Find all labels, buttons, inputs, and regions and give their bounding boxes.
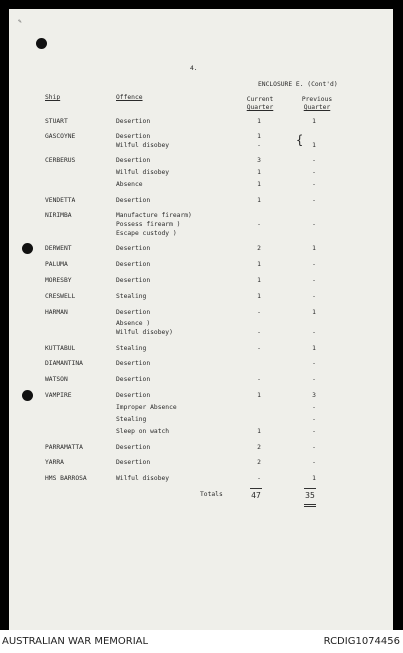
offence-text: Stealing	[116, 416, 147, 423]
brace-mark: {	[296, 133, 304, 147]
current-count: -	[257, 142, 261, 149]
previous-count: 1	[312, 118, 316, 125]
current-count: -	[257, 309, 261, 316]
ship-name: CERBERUS	[45, 157, 76, 164]
previous-count: -	[312, 221, 316, 228]
ship-name: PALUMA	[45, 261, 68, 268]
offence-text: Desertion	[116, 376, 151, 383]
total-double-rule	[304, 504, 316, 505]
ship-name: STUART	[45, 118, 68, 125]
previous-count: 1	[312, 245, 316, 252]
ship-name: DIAMANTINA	[45, 360, 83, 367]
offence-text: Stealing	[116, 293, 147, 300]
footer-institution: AUSTRALIAN WAR MEMORIAL	[2, 636, 149, 647]
previous-count: -	[312, 197, 316, 204]
offence-text: Desertion	[116, 197, 151, 204]
current-count: 2	[257, 459, 261, 466]
previous-count: -	[312, 157, 316, 164]
previous-count: 1	[312, 475, 316, 482]
ship-name: NIRIMBA	[45, 212, 72, 219]
previous-count: -	[312, 444, 316, 451]
current-count: 1	[257, 118, 261, 125]
totals-label: Totals	[200, 491, 223, 498]
offence-text: Desertion	[116, 360, 151, 367]
current-count: -	[257, 376, 261, 383]
ship-name: DERWENT	[45, 245, 72, 252]
previous-count: -	[312, 293, 316, 300]
punch-hole	[36, 38, 47, 49]
column-header-ship: Ship	[45, 94, 61, 101]
current-count: 2	[257, 245, 261, 252]
column-header-offence: Offence	[116, 94, 143, 101]
offence-text: Wilful disobey)	[116, 329, 173, 336]
total-rule	[304, 488, 316, 489]
previous-count: -	[312, 261, 316, 268]
ship-name: MORESBY	[45, 277, 72, 284]
offence-text: Improper Absence	[116, 404, 177, 411]
footer-record-id: RCDIG1074456	[323, 636, 400, 647]
previous-count: 1	[312, 345, 316, 352]
offence-text: Sleep on watch	[116, 428, 170, 435]
offence-text: Stealing	[116, 345, 147, 352]
ship-name: KUTTABUL	[45, 345, 76, 352]
offence-text: Desertion	[116, 444, 151, 451]
current-count: 1	[257, 261, 261, 268]
offence-text: Desertion	[116, 392, 151, 399]
punch-hole	[22, 390, 33, 401]
ship-name: VENDETTA	[45, 197, 76, 204]
offence-text: Absence	[116, 181, 143, 188]
previous-count: -	[312, 181, 316, 188]
ship-name: GASCOYNE	[45, 133, 76, 140]
previous-count: 1	[312, 142, 316, 149]
total-double-rule	[304, 506, 316, 507]
previous-count: -	[312, 376, 316, 383]
punch-hole	[22, 243, 33, 254]
column-header-current: Current Quarter	[246, 96, 274, 112]
enclosure-heading: ENCLOSURE E. (Cont'd)	[258, 81, 338, 88]
previous-count: -	[312, 404, 316, 411]
previous-count: 1	[312, 309, 316, 316]
ship-name: CRESWELL	[45, 293, 76, 300]
total-current: 47	[251, 491, 261, 500]
offence-text: Desertion	[116, 118, 151, 125]
offence-text: Wilful disobey	[116, 475, 170, 482]
current-count: 1	[257, 293, 261, 300]
total-previous: 35	[305, 491, 315, 500]
total-rule	[250, 488, 262, 489]
offence-text: Desertion	[116, 309, 151, 316]
ship-name: PARRAMATTA	[45, 444, 83, 451]
archive-footer	[0, 630, 403, 653]
offence-text: Manufacture firearm)	[116, 212, 192, 219]
column-header-previous: Previous Quarter	[301, 96, 333, 112]
offence-text: Desertion	[116, 245, 151, 252]
current-count: 1	[257, 169, 261, 176]
current-count: 1	[257, 392, 261, 399]
previous-count: -	[312, 428, 316, 435]
previous-count: -	[312, 277, 316, 284]
current-count: -	[257, 329, 261, 336]
pencil-mark: ✎	[18, 18, 22, 25]
offence-text: Absence )	[116, 320, 151, 327]
current-count: 1	[257, 428, 261, 435]
offence-text: Possess firearm )	[116, 221, 181, 228]
current-count: 1	[257, 133, 261, 140]
offence-text: Desertion	[116, 261, 151, 268]
current-count: -	[257, 345, 261, 352]
offence-text: Escape custody )	[116, 230, 177, 237]
previous-count: -	[312, 329, 316, 336]
ship-name: YARRA	[45, 459, 64, 466]
current-count: 1	[257, 197, 261, 204]
previous-count: -	[312, 459, 316, 466]
current-count: -	[257, 221, 261, 228]
ship-name: WATSON	[45, 376, 68, 383]
offence-text: Wilful disobey	[116, 169, 170, 176]
offence-text: Desertion	[116, 157, 151, 164]
current-count: -	[257, 475, 261, 482]
current-count: 3	[257, 157, 261, 164]
current-count: 1	[257, 277, 261, 284]
ship-name: HMS BARROSA	[45, 475, 87, 482]
offence-text: Desertion	[116, 277, 151, 284]
previous-count: -	[312, 416, 316, 423]
offence-text: Desertion	[116, 133, 151, 140]
previous-count: -	[312, 169, 316, 176]
offence-text: Desertion	[116, 459, 151, 466]
page-number: 4.	[190, 65, 198, 72]
ship-name: VAMPIRE	[45, 392, 72, 399]
offence-text: Wilful disobey	[116, 142, 170, 149]
current-count: 2	[257, 444, 261, 451]
previous-count: -	[312, 360, 316, 367]
previous-count: 3	[312, 392, 316, 399]
ship-name: HARMAN	[45, 309, 68, 316]
current-count: 1	[257, 181, 261, 188]
